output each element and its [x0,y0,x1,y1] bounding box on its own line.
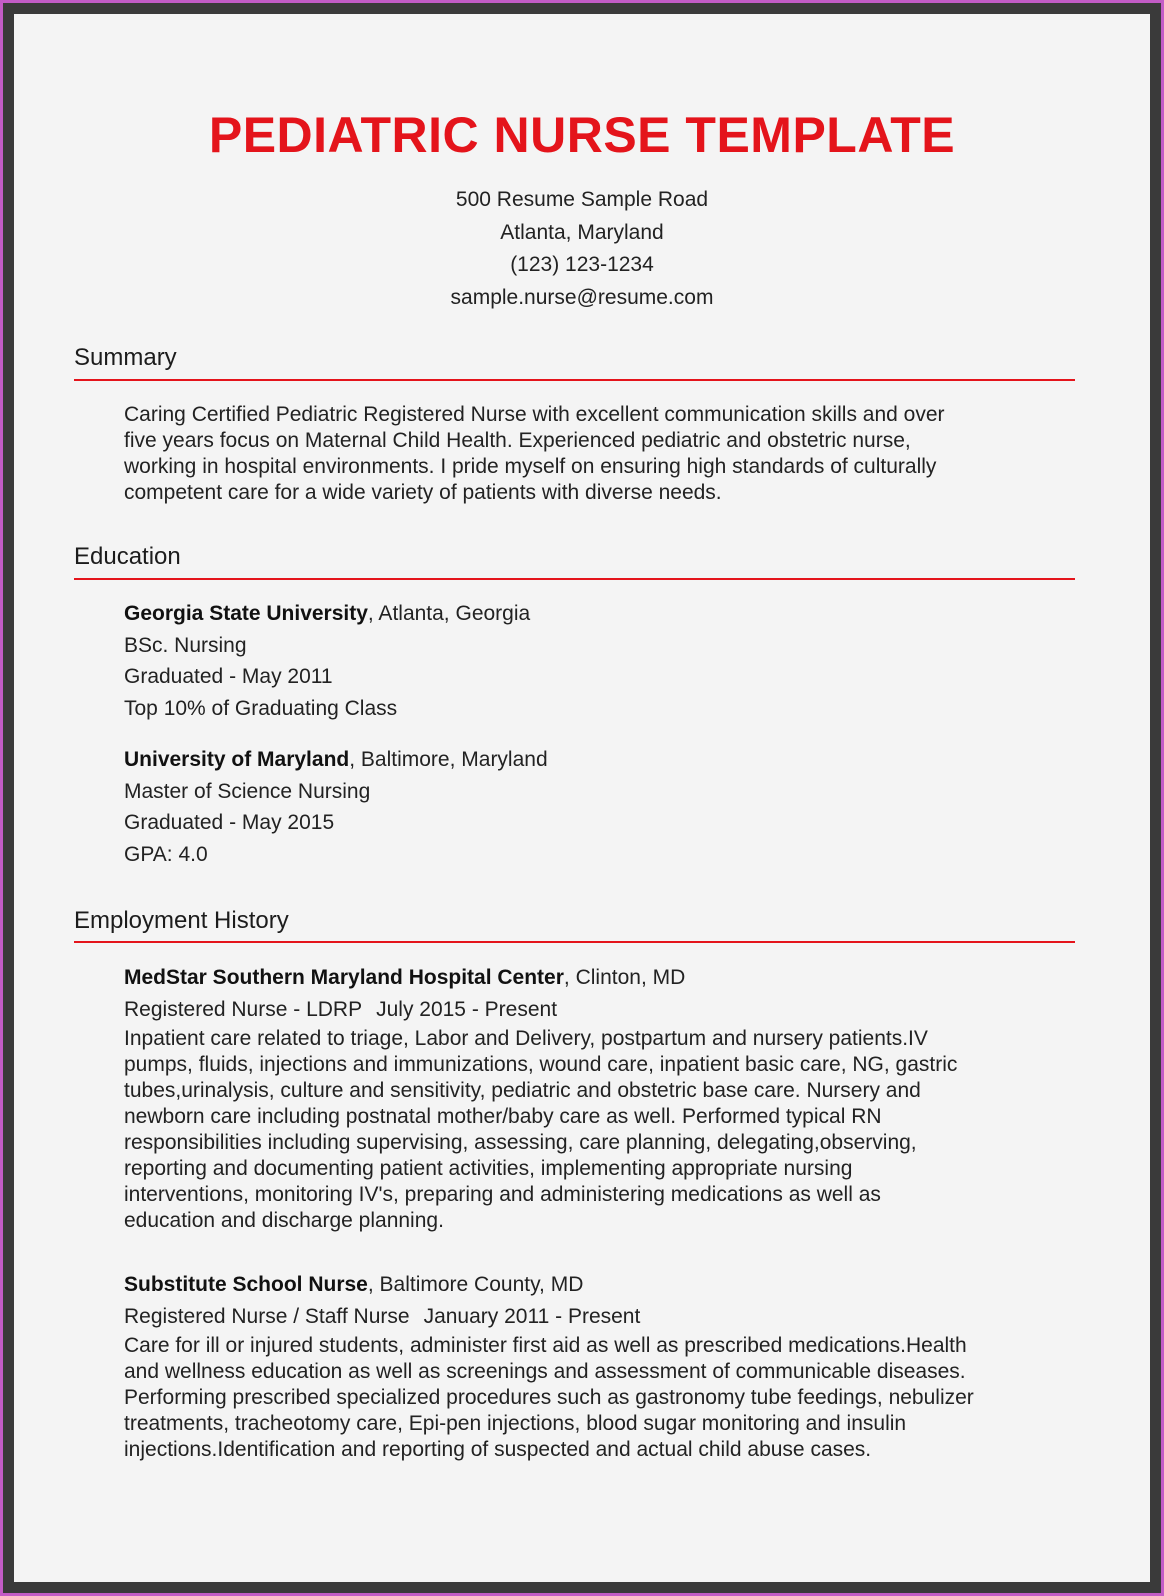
job-location: , Clinton, MD [563,966,686,989]
contact-phone: (123) 123-1234 [510,253,654,276]
job-description-line: newborn care including postnatal mother/baby care as well. Performed typical RN [124,1105,882,1128]
contact-city: Atlanta, Maryland [500,220,664,244]
job-description-line: responsibilities including supervising, assessing, care planning, delegating,observing, [124,1131,917,1154]
education-entry [124,598,1084,724]
job-role: Registered Nurse / Staff Nurse [124,1305,410,1328]
contact-address: 500 Resume Sample Road [455,188,709,211]
job-description-line: Performing prescribed specialized procedures such as gastronomy tube feedings, nebulizer [124,1386,974,1409]
job-description-line: education and discharge planning. [124,1209,444,1232]
summary-line: five years focus on Maternal Child Health. Experienced pediatric and obstetric nurse, [124,429,911,452]
school-location: , Atlanta, Georgia [367,602,531,625]
contact-email: sample.nurse@resume.com [450,285,714,309]
job-role-line [124,994,1084,1026]
job-description-line: Care for ill or injured students, administer first aid as well as prescribed medications.Health [124,1334,967,1357]
summary-text [124,402,1084,506]
job-description-line: treatments, tracheotomy care, Epi-pen injections, blood sugar monitoring and insulin [124,1412,907,1435]
resume-title: PEDIATRIC NURSE TEMPLATE [208,107,956,163]
job-description [124,1333,1084,1463]
resume-page [14,14,1150,1582]
job-employer: Substitute School Nurse [124,1273,368,1296]
summary-divider [74,379,1075,381]
education-degree: BSc. Nursing [124,633,247,657]
employment-divider [74,941,1075,943]
job-description-line: pumps, fluids, injections and immunizations, wound care, inpatient basic care, NG, gastric [124,1053,958,1076]
education-entry [124,744,1084,870]
job-role-line [124,1301,1084,1333]
job-description-line: injections.Identification and reporting of suspected and actual child abuse cases. [124,1438,872,1461]
job-role: Registered Nurse - LDRP [124,998,363,1021]
education-school-line [124,598,1084,630]
job-description-line: and wellness education as well as screenings and assessment of communicable diseases. [124,1360,966,1383]
school-name: Georgia State University [124,602,368,625]
job-description-line: tubes,urinalysis, culture and sensitivity, pediatric and obstetric base care. Nursery and [124,1079,921,1102]
education-note: GPA: 4.0 [124,842,208,866]
page-frame [3,3,1161,1593]
job-description-line: reporting and documenting patient activities, implementing appropriate nursing [124,1157,853,1180]
job-employer-line [124,1269,1084,1301]
job-description [124,1026,1084,1234]
education-divider [74,578,1075,580]
school-name: University of Maryland [124,748,350,771]
education-note: Top 10% of Graduating Class [124,696,398,720]
employment-heading: Employment History [74,907,289,934]
summary-line: Caring Certified Pediatric Registered Nurse with excellent communication skills and over [124,403,945,426]
job-employer-line [124,962,1084,994]
job-dates: January 2011 - Present [423,1305,641,1328]
education-heading: Education [74,543,181,570]
job-entry [124,962,1084,1234]
summary-heading: Summary [74,344,177,371]
job-employer: MedStar Southern Maryland Hospital Center [124,966,564,989]
education-graduated: Graduated - May 2015 [124,811,335,834]
contact-block [14,184,1150,314]
job-dates: July 2015 - Present [376,998,558,1021]
job-entry [124,1269,1084,1463]
job-description-line: Inpatient care related to triage, Labor and Delivery, postpartum and nursery patients.IV [124,1027,928,1050]
education-school-line [124,744,1084,776]
summary-line: working in hospital environments. I pride myself on ensuring high standards of culturally [124,455,937,478]
school-location: , Baltimore, Maryland [349,748,548,771]
job-location: , Baltimore County, MD [367,1273,584,1296]
education-graduated: Graduated - May 2011 [124,665,333,688]
education-degree: Master of Science Nursing [124,779,371,803]
summary-line: competent care for a wide variety of patients with diverse needs. [124,481,722,504]
job-description-line: interventions, monitoring IV's, preparing and administering medications as well as [124,1183,881,1206]
